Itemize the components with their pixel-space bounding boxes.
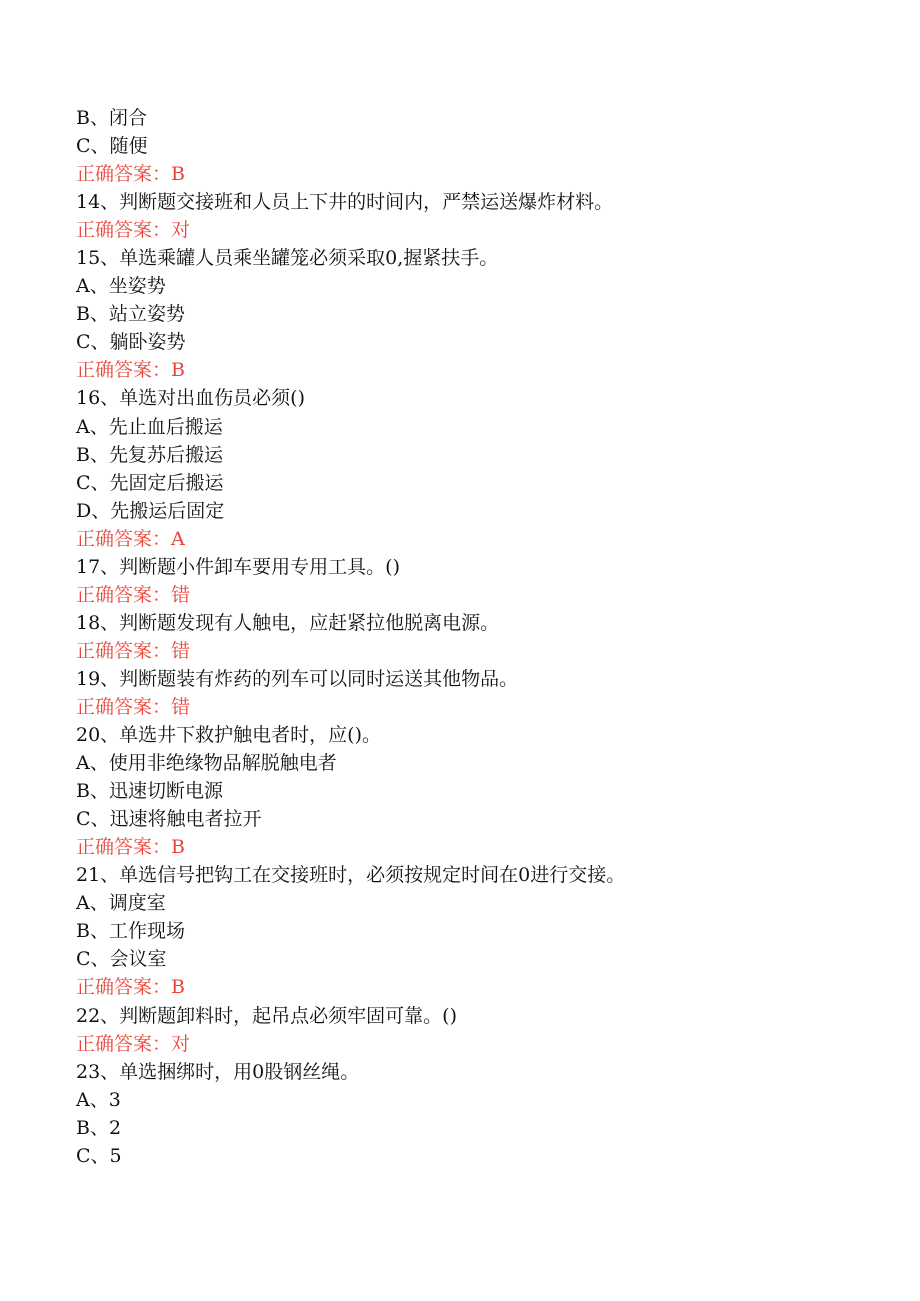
option-line: B、站立姿势 [76, 303, 185, 326]
answer-line: 正确答案：B [76, 359, 185, 382]
option-line: B、迅速切断电源 [76, 780, 223, 803]
option-line: C、5 [76, 1144, 122, 1167]
option-line: C、随便 [76, 135, 148, 158]
question-line: 17、判断题小件卸车要用专用工具。() [76, 555, 401, 578]
question-line: 15、单选乘罐人员乘坐罐笼必须采取0,握紧扶手。 [76, 247, 499, 270]
option-line: B、闭合 [76, 107, 147, 129]
answer-line: 正确答案：B [76, 976, 185, 999]
answer-line: 正确答案：错 [76, 639, 191, 662]
question-line: 16、单选对出血伤员必须() [76, 387, 306, 410]
answer-line: 正确答案：错 [76, 695, 191, 718]
option-line: B、先复苏后搬运 [76, 443, 223, 466]
answer-line: 正确答案：对 [76, 1032, 191, 1055]
answer-line: 正确答案：B [76, 163, 185, 186]
option-line: C、迅速将触电者拉开 [76, 808, 262, 831]
answer-line: 正确答案：A [76, 527, 185, 550]
option-line: C、躺卧姿势 [76, 331, 186, 354]
question-line: 18、判断题发现有人触电，应赶紧拉他脱离电源。 [76, 611, 500, 634]
option-line: A、调度室 [76, 892, 166, 915]
question-line: 23、单选捆绑时，用0股钢丝绳。 [76, 1060, 360, 1083]
option-line: D、先搬运后固定 [76, 499, 225, 522]
option-line: A、使用非绝缘物品解脱触电者 [76, 752, 337, 775]
question-line: 19、判断题装有炸药的列车可以同时运送其他物品。 [76, 667, 519, 690]
answer-line: 正确答案：B [76, 836, 185, 859]
answer-line: 正确答案：对 [76, 219, 191, 242]
option-line: A、3 [76, 1088, 121, 1111]
question-line: 20、单选井下救护触电者时，应()。 [76, 724, 382, 747]
document-page [76, 104, 876, 1170]
option-line: B、工作现场 [76, 920, 185, 943]
option-line: A、坐姿势 [76, 275, 166, 298]
question-line: 14、判断题交接班和人员上下井的时间内，严禁运送爆炸材料。 [76, 191, 614, 214]
option-line: B、2 [76, 1116, 122, 1139]
option-line: A、先止血后搬运 [76, 415, 223, 438]
question-line: 21、单选信号把钩工在交接班时，必须按规定时间在0进行交接。 [76, 864, 626, 887]
answer-line: 正确答案：错 [76, 583, 191, 606]
option-line: C、先固定后搬运 [76, 471, 224, 494]
question-line: 22、判断题卸料时，起吊点必须牢固可靠。() [76, 1004, 458, 1027]
option-line: C、会议室 [76, 948, 167, 971]
